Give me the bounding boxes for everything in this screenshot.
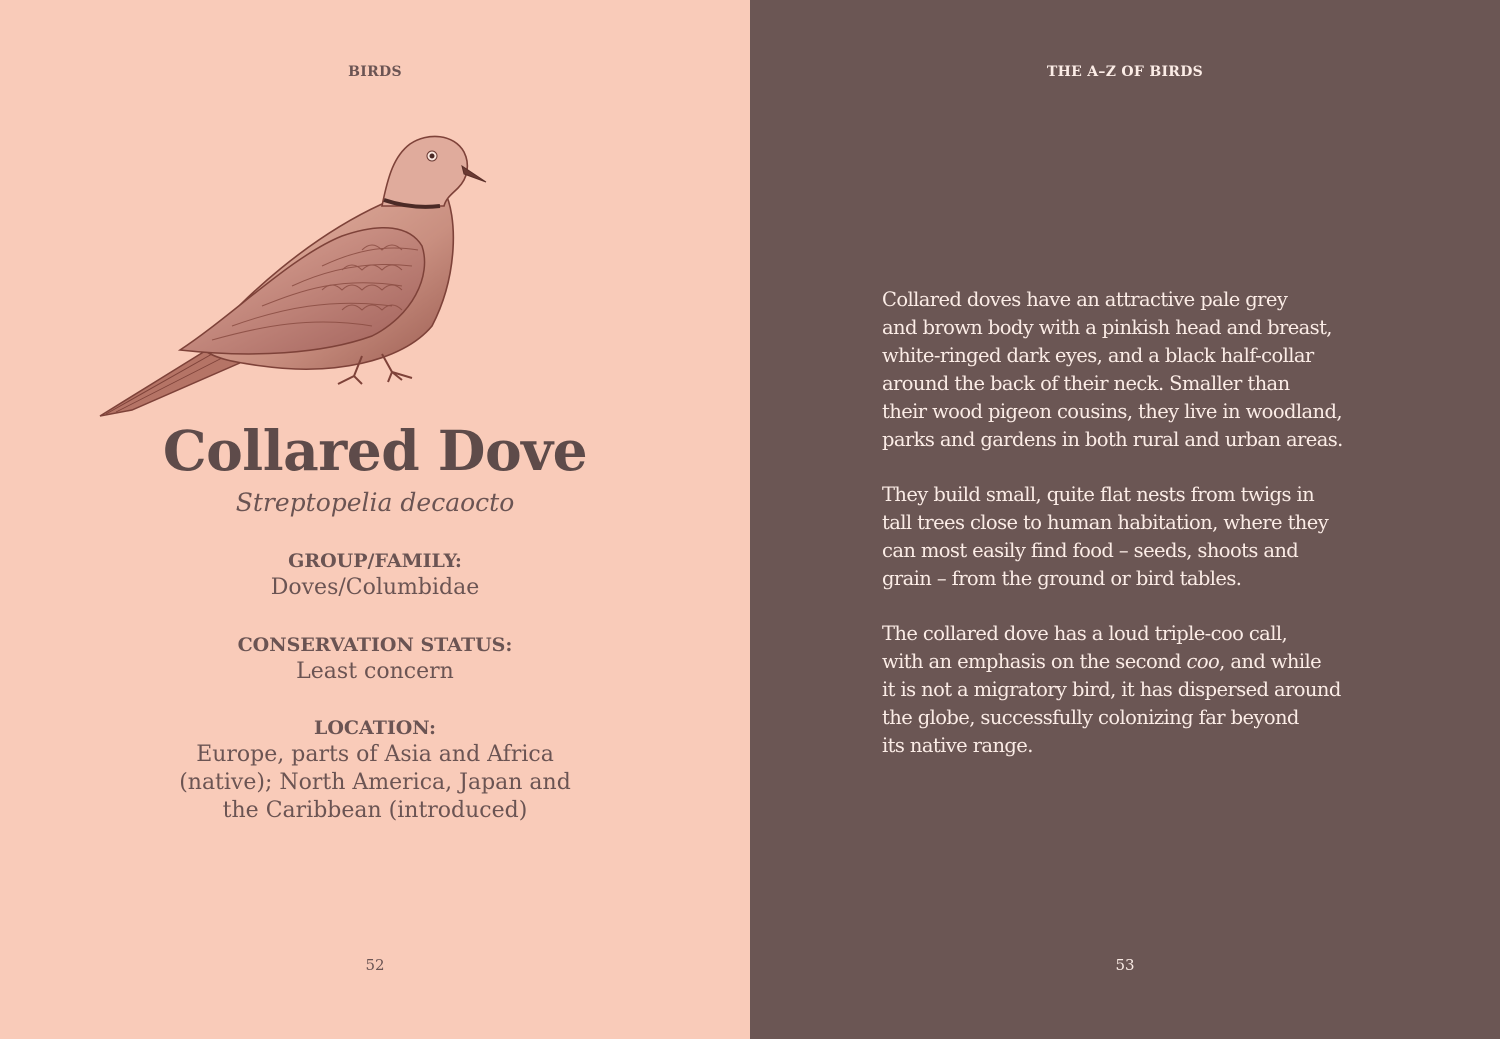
text-line: the globe, successfully colonizing far beyond [882, 706, 1299, 729]
paragraph [882, 620, 1402, 760]
text-line: white-ringed dark eyes, and a black half-collar [882, 344, 1314, 367]
latin-name: Streptopelia decaocto [235, 488, 515, 517]
group-family-label: GROUP/FAMILY: [288, 550, 462, 572]
text-line: Collared doves have an attractive pale grey [882, 288, 1288, 311]
location-label: LOCATION: [313, 717, 436, 739]
conservation-status-block [0, 632, 750, 686]
group-family-value: Doves/Columbidae [270, 575, 480, 600]
text-line: and brown body with a pinkish head and breast, [882, 316, 1332, 339]
collared-dove-illustration [92, 126, 492, 422]
text-line: can most easily find food – seeds, shoots and [882, 539, 1299, 562]
conservation-status-value: Least concern [296, 659, 454, 684]
right-page [750, 0, 1500, 1039]
text-line: grain – from the ground or bird tables. [882, 567, 1242, 590]
location-block [0, 715, 750, 825]
text-line: it is not a migratory bird, it has dispersed around [882, 678, 1341, 701]
paragraph [882, 286, 1402, 454]
text-line: They build small, quite flat nests from twigs in [882, 483, 1315, 506]
text-line: its native range. [882, 734, 1033, 757]
species-title: Collared Dove [162, 418, 588, 483]
text-line: The collared dove has a loud triple-coo call, [882, 622, 1288, 645]
location-line: (native); North America, Japan and [179, 770, 571, 795]
body-text [882, 286, 1402, 787]
running-head-left: BIRDS [348, 64, 402, 80]
page-number-right: 53 [1115, 956, 1135, 974]
paragraph [882, 481, 1402, 593]
conservation-status-label: CONSERVATION STATUS: [237, 634, 513, 656]
location-line: Europe, parts of Asia and Africa [196, 742, 554, 767]
text-line: around the back of their neck. Smaller than [882, 372, 1290, 395]
text-line: their wood pigeon cousins, they live in woodland, [882, 400, 1342, 423]
running-head-right: THE A–Z OF BIRDS [1046, 64, 1204, 80]
group-family-block [0, 548, 750, 602]
location-line: the Caribbean (introduced) [222, 798, 528, 823]
text-line: tall trees close to human habitation, where they [882, 511, 1329, 534]
page-number-left: 52 [365, 956, 385, 974]
text-line: with an emphasis on the second coo, and while [882, 650, 1322, 673]
text-line: parks and gardens in both rural and urban areas. [882, 428, 1343, 451]
